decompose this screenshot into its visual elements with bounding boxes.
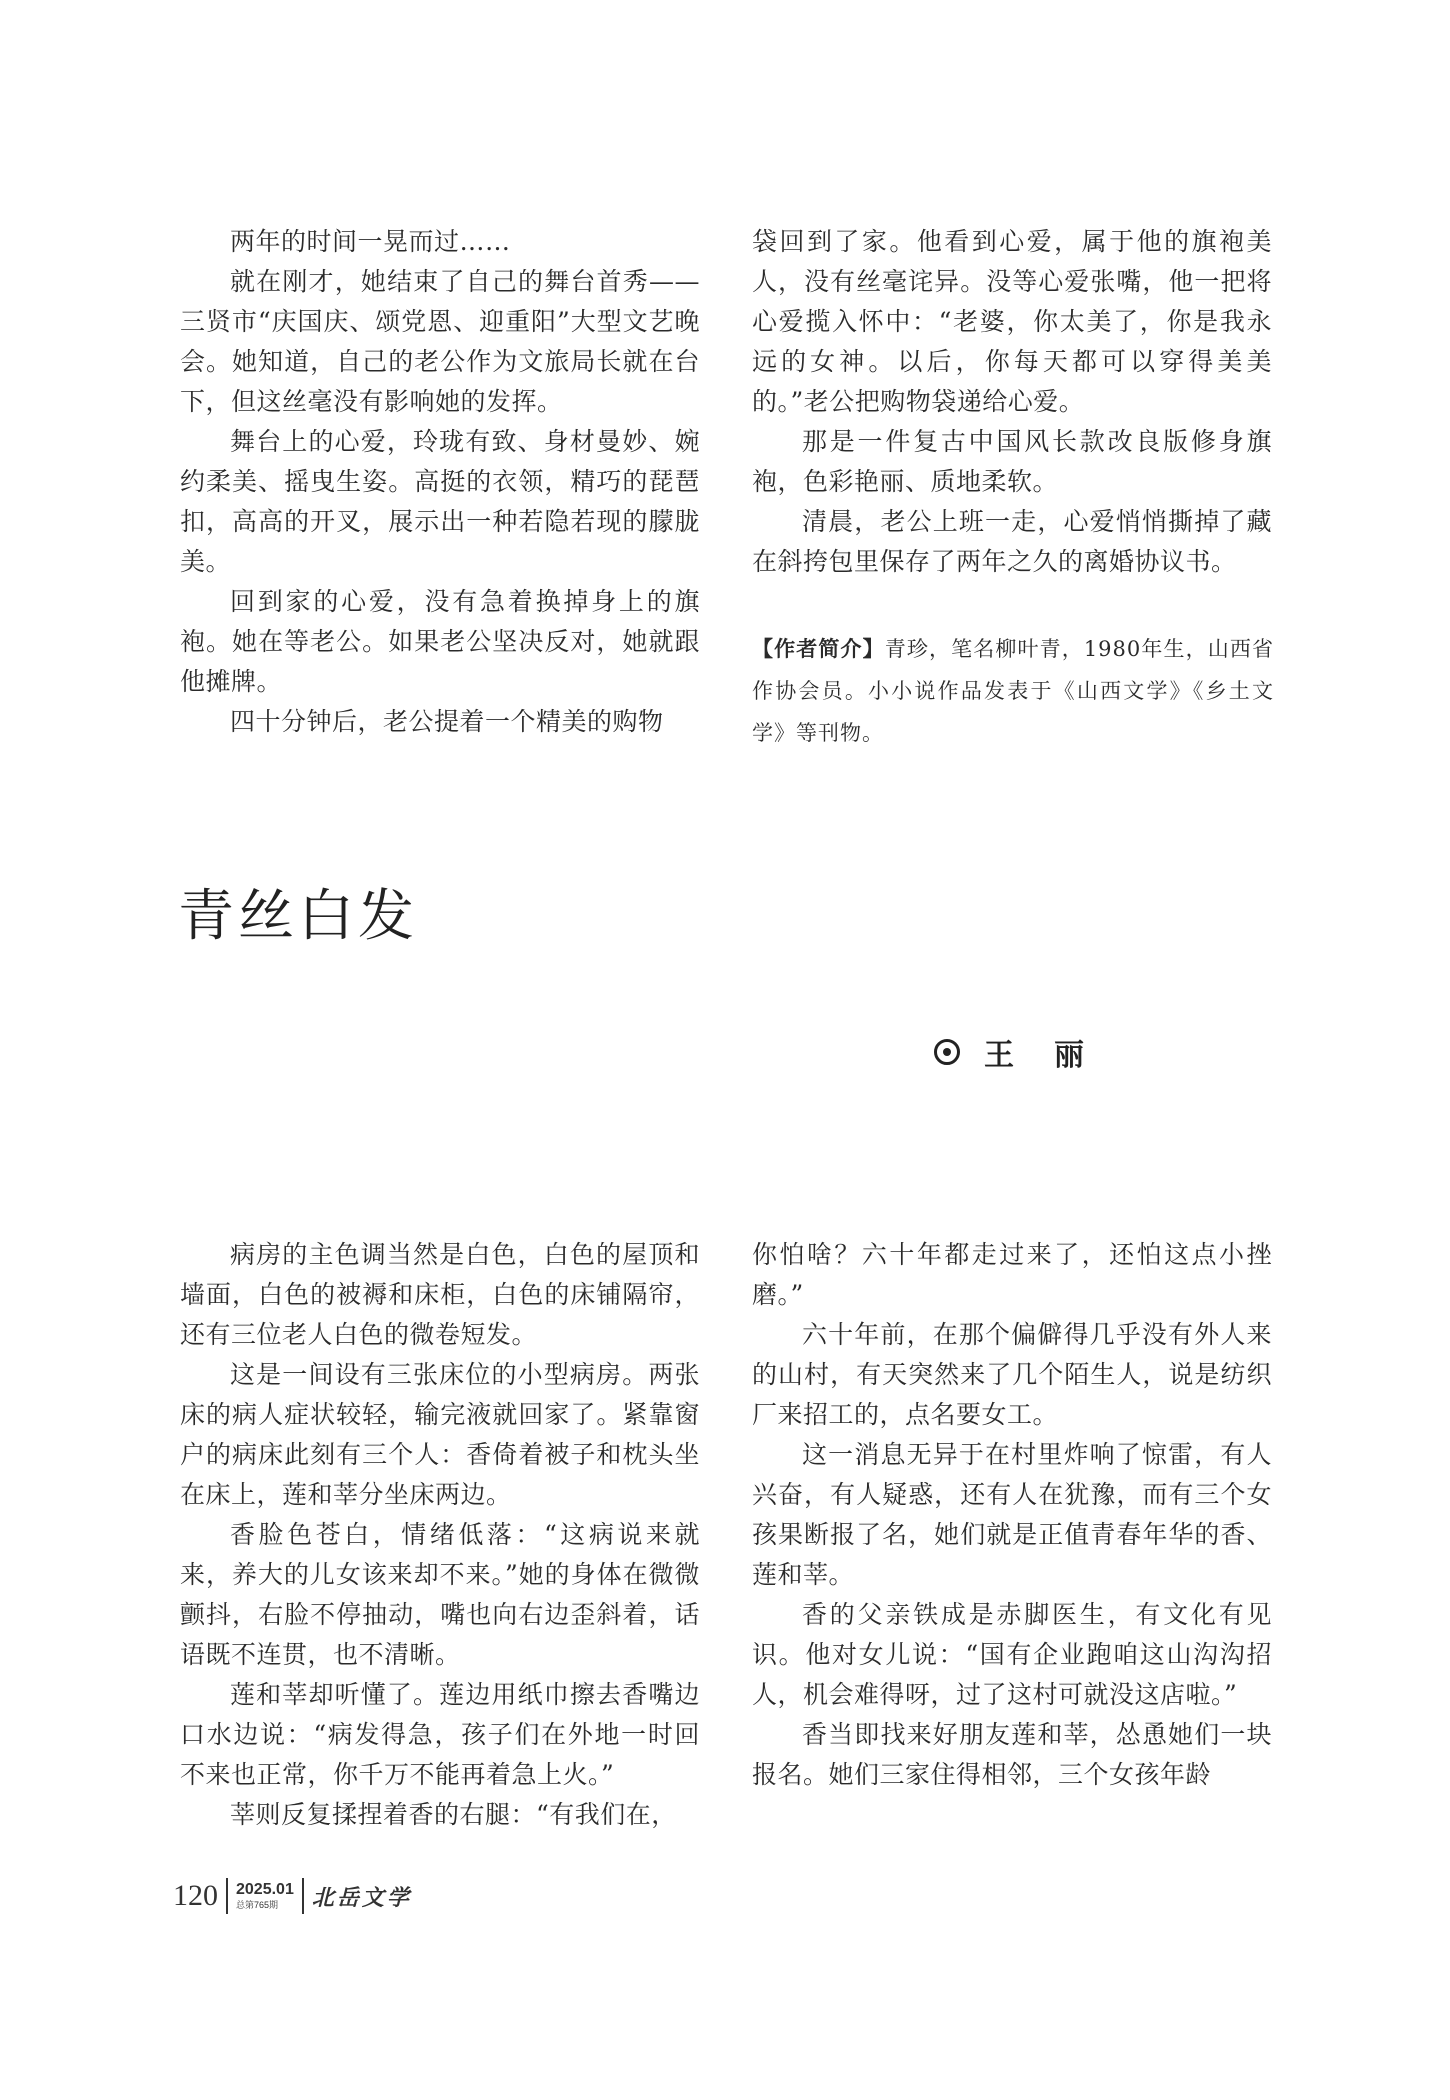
- story-left-column: [180, 1235, 700, 1835]
- paragraph: 这一消息无异于在村里炸响了惊雷，有人兴奋，有人疑惑，还有人在犹豫，而有三个女孩果断报了名，她们就是正值青春年华的香、莲和莘。: [752, 1440, 1272, 1589]
- paragraph: 六十年前，在那个偏僻得几乎没有外人来的山村，有天突然来了几个陌生人，说是纺织厂来招工的，点名要女工。: [752, 1320, 1272, 1429]
- previous-story-right-column: [752, 222, 1272, 582]
- previous-story-left-column: [180, 222, 700, 742]
- paragraph: 清晨，老公上班一走，心爱悄悄撕掉了藏在斜挎包里保存了两年之久的离婚协议书。: [752, 507, 1272, 576]
- story-right-column: [752, 1235, 1272, 1795]
- paragraph: 香当即找来好朋友莲和莘，怂恿她们一块报名。她们三家住得相邻，三个女孩年龄: [752, 1720, 1272, 1789]
- magazine-name: 北岳文学: [311, 1884, 412, 1911]
- issue-date: 2025.01: [236, 1881, 294, 1898]
- paragraph: 香的父亲铁成是赤脚医生，有文化有见识。他对女儿说：“国有企业跑咱这山沟沟招人，机会难得呀，过了这村可就没这店啦。”: [752, 1600, 1272, 1709]
- author-name: 王丽: [984, 1038, 1124, 1073]
- paragraph: 就在刚才，她结束了自己的舞台首秀——三贤市“庆国庆、颂党恩、迎重阳”大型文艺晚会。她知道，自己的老公作为文旅局长就在台下，但这丝毫没有影响她的发挥。: [180, 267, 700, 416]
- footer-divider: [226, 1878, 228, 1914]
- issue-total: 总第765期: [236, 1900, 279, 1910]
- bio-text: 青珍，笔名柳叶青，1980年生，山西省作协会员。小小说作品发表于《山西文学》《乡土文学》等刊物。: [752, 637, 1274, 745]
- paragraph: 莘则反复揉捏着香的右腿：“有我们在，: [230, 1800, 677, 1829]
- circle-bullet-icon: [934, 1039, 960, 1065]
- paragraph: 四十分钟后，老公提着一个精美的购物: [230, 707, 664, 736]
- footer-divider: [302, 1878, 304, 1914]
- story-title: 青丝白发: [178, 884, 418, 949]
- paragraph: 病房的主色调当然是白色，白色的屋顶和墙面，白色的被褥和床柜，白色的床铺隔帘，还有三位老人白色的微卷短发。: [180, 1240, 700, 1349]
- paragraph: 你怕啥？六十年都走过来了，还怕这点小挫磨。”: [752, 1240, 1272, 1309]
- paragraph: 这是一间设有三张床位的小型病房。两张床的病人症状较轻，输完液就回家了。紧靠窗户的病床此刻有三个人：香倚着被子和枕头坐在床上，莲和莘分坐床两边。: [180, 1360, 700, 1509]
- author-bio: [752, 628, 1274, 754]
- page-number: 120: [173, 1879, 218, 1912]
- paragraph: 莲和莘却听懂了。莲边用纸巾擦去香嘴边口水边说：“病发得急，孩子们在外地一时回不来也正常，你千万不能再着急上火。”: [180, 1680, 700, 1789]
- bio-label: 【作者简介】: [752, 637, 885, 661]
- issue-info: [236, 1882, 294, 1910]
- paragraph: 那是一件复古中国风长款改良版修身旗袍，色彩艳丽、质地柔软。: [752, 427, 1272, 496]
- paragraph: 袋回到了家。他看到心爱，属于他的旗袍美人，没有丝毫诧异。没等心爱张嘴，他一把将心爱揽入怀中：“老婆，你太美了，你是我永远的女神。以后，你每天都可以穿得美美的。”老公把购物袋递给心爱。: [752, 227, 1272, 416]
- page-footer: [173, 1878, 412, 1914]
- paragraph: 香脸色苍白，情绪低落：“这病说来就来，养大的儿女该来却不来。”她的身体在微微颤抖，右脸不停抽动，嘴也向右边歪斜着，话语既不连贯，也不清晰。: [180, 1520, 700, 1669]
- paragraph: 舞台上的心爱，玲珑有致、身材曼妙、婉约柔美、摇曳生姿。高挺的衣领，精巧的琵琶扣，高高的开叉，展示出一种若隐若现的朦胧美。: [180, 427, 700, 576]
- paragraph: 两年的时间一晃而过……: [230, 227, 511, 256]
- paragraph: 回到家的心爱，没有急着换掉身上的旗袍。她在等老公。如果老公坚决反对，她就跟他摊牌。: [180, 587, 700, 696]
- byline: [934, 1030, 1124, 1074]
